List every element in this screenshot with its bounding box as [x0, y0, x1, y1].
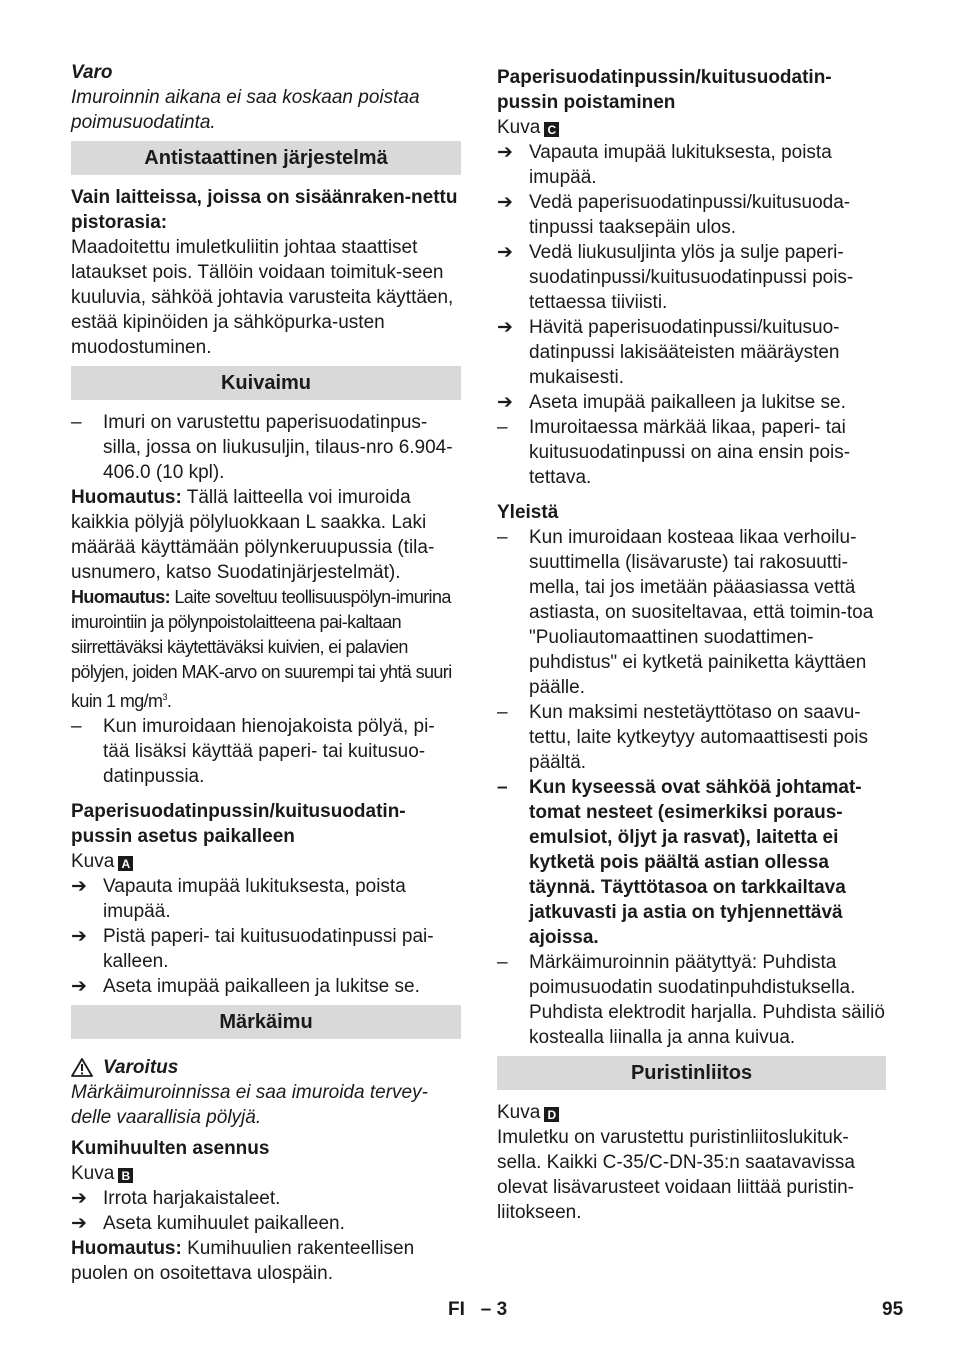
- arrow-icon: ➔: [497, 242, 513, 263]
- note-1: [71, 485, 461, 585]
- step-item: [497, 315, 886, 390]
- rubber-kuva: [71, 1161, 461, 1186]
- arrow-icon: ➔: [71, 876, 87, 897]
- list-item: [71, 714, 461, 789]
- arrow-icon: ➔: [71, 1188, 87, 1209]
- antistatic-heading: Antistaattinen järjestelmä: [71, 141, 461, 175]
- note-2-end: .: [166, 691, 172, 711]
- insert-step-2: Pistä paperi- tai kuitusuodatinpussi pai-kalleen.: [103, 926, 434, 972]
- rubber-step-1: Irrota harjakaistaleet.: [103, 1188, 281, 1209]
- remove-step-4: Hävitä paperisuodatinpussi/kuitusuo-datinpussi lakisääteisten määräysten mukaisesti.: [529, 317, 840, 388]
- step-item: [497, 140, 886, 190]
- left-column: [71, 60, 461, 1286]
- step-item: [71, 874, 461, 924]
- footer-section: [448, 1297, 507, 1322]
- remove-step-5: Aseta imupää paikalleen ja lukitse se.: [529, 392, 846, 413]
- note-2-sup: 3: [162, 692, 167, 702]
- warning-triangle-icon: [71, 1058, 93, 1077]
- dash-bullet: –: [497, 417, 508, 438]
- list-item: [71, 410, 461, 485]
- insert-bag-subheading: Paperisuodatinpussin/kuitusuodatin-pussin asetus paikalleen: [71, 801, 406, 847]
- footer-lang: FI: [448, 1299, 465, 1320]
- figure-b-icon: B: [118, 1168, 133, 1183]
- general-subheading: Yleistä: [497, 502, 559, 523]
- note-1-label: Huomautus:: [71, 487, 182, 508]
- kuva-label: Kuva: [497, 117, 541, 138]
- varoitus-row: [71, 1055, 461, 1080]
- note-3-text: Kumihuulien rakenteellisen puolen on osoitettava ulospäin.: [71, 1238, 415, 1284]
- puristin-kuva: [497, 1100, 886, 1125]
- list-item: [497, 525, 886, 700]
- note-3: [71, 1236, 461, 1286]
- step-item: [497, 190, 886, 240]
- dash-bullet: –: [71, 716, 82, 737]
- varo-title: Varo: [71, 62, 113, 83]
- step-item: [71, 1186, 461, 1211]
- general-last-item: Märkäimuroinnin päätyttyä: Puhdista poimusuodatin suodatinpuhdistuksella. Puhdista elektrodit harjalla. Puhdista säiliö kostealla liinalla ja anna kuivua.: [529, 952, 885, 1048]
- antistatic-text: Maadoitettu imuletkuliitin johtaa staattiset lataukset pois. Tällöin voidaan toimituk-seen kuuluvia, sähköä johtavia varusteita käyttäen, estää kipinöiden ja sähköpurka-usten muodostuminen.: [71, 237, 454, 358]
- dash-bullet: –: [497, 702, 508, 723]
- note-2-text: Laite soveltuu teollisuuspölyn-imurina imurointiin ja pölynpoistolaitteena pai-kaltaan siirrettäväksi käytettäväksi kuivien, ei palavien pölyjen, joiden MAK-arvo on suurempi tai yhtä suuri kuin 1 mg/m: [71, 587, 452, 711]
- puristin-text: Imuletku on varustettu puristinliitoslukituk-sella. Kaikki C-35/C-DN-35:n saatavavissa olevat lisävarusteet voidaan liittää puristin-liitokseen.: [497, 1127, 855, 1223]
- arrow-icon: ➔: [71, 976, 87, 997]
- arrow-icon: ➔: [497, 392, 513, 413]
- list-item: [497, 415, 886, 490]
- kuva-label: Kuva: [71, 1163, 115, 1184]
- varoitus-title: Varoitus: [103, 1057, 179, 1078]
- step-item: [497, 390, 886, 415]
- remove-step-1: Vapauta imupää lukituksesta, poista imupää.: [529, 142, 832, 188]
- antistatic-subheading: Vain laitteissa, joissa on sisäänraken-nettu pistorasia:: [71, 187, 458, 233]
- dash-bullet: –: [497, 527, 508, 548]
- puristin-heading: Puristinliitos: [497, 1056, 886, 1090]
- note-3-label: Huomautus:: [71, 1238, 182, 1259]
- insert-step-1: Vapauta imupää lukituksesta, poista imupää.: [103, 876, 406, 922]
- note-2: [71, 585, 461, 714]
- list-item: [497, 775, 886, 950]
- kuivaimu-item-1: Imuri on varustettu paperisuodatinpus-silla, jossa on liukusuljin, tilaus-nro 6.904-406.0 (10 kpl).: [103, 412, 453, 483]
- list-item: [497, 700, 886, 775]
- arrow-icon: ➔: [497, 142, 513, 163]
- kuva-label: Kuva: [497, 1102, 541, 1123]
- remove-bag-subheading: Paperisuodatinpussin/kuitusuodatin-pussin poistaminen: [497, 67, 832, 113]
- varo-text: Imuroinnin aikana ei saa koskaan poistaa poimusuodatinta.: [71, 87, 420, 133]
- remove-dash-item: Imuroitaessa märkää likaa, paperi- tai kuitusuodatinpussi on aina ensin pois-tettava.: [529, 417, 851, 488]
- kuivaimu-heading: Kuivaimu: [71, 366, 461, 400]
- markaimu-heading: Märkäimu: [71, 1005, 461, 1039]
- kuva-label: Kuva: [71, 851, 115, 872]
- dash-bullet: –: [497, 952, 508, 973]
- list-item: [497, 950, 886, 1050]
- varoitus-text: Märkäimuroinnissa ei saa imuroida tervey-delle vaarallisia pölyjä.: [71, 1082, 428, 1128]
- insert-step-3: Aseta imupää paikalleen ja lukitse se.: [103, 976, 420, 997]
- dash-bullet: –: [71, 412, 82, 433]
- general-item-2: Kun maksimi nestetäyttötaso on saavu-tettu, laite kytkeytyy automaattisesti pois päältä.: [529, 702, 868, 773]
- general-item-1: Kun imuroidaan kosteaa likaa verhoilu-suuttimella (lisävaruste) tai rakosuutti-mella, tai jos imetään pääasiassa vettä astiasta, on suositeltavaa, että toimin-toa "Puoliautomaattinen suodattimen-puhdistus" ei kytketä painiketta käyttäen päälle.: [529, 527, 874, 698]
- dash-bullet: –: [497, 777, 508, 798]
- arrow-icon: ➔: [71, 1213, 87, 1234]
- remove-step-2: Vedä paperisuodatinpussi/kuitusuoda-tinpussi taaksepäin ulos.: [529, 192, 851, 238]
- step-item: [71, 924, 461, 974]
- general-bold-item: Kun kyseessä ovat sähköä johtamat-tomat nesteet (esimerkiksi poraus-emulsiot, öljyt ja rasvat), laitetta ei kytketä pois päältä astian ollessa täynnä. Täyttötasoa on tarkkailtava jatkuvasti ja astia on tyhjennettävä ajoissa.: [529, 777, 862, 948]
- figure-c-icon: C: [544, 122, 559, 137]
- note-2-label: Huomautus:: [71, 587, 170, 607]
- step-item: [71, 974, 461, 999]
- remove-step-3: Vedä liukusuljinta ylös ja sulje paperi-suodatinpussi/kuitusuodatinpussi pois-tettaessa tiiviisti.: [529, 242, 854, 313]
- step-item: [497, 240, 886, 315]
- insert-kuva: [71, 849, 461, 874]
- arrow-icon: ➔: [71, 926, 87, 947]
- figure-a-icon: A: [118, 856, 133, 871]
- footer-section-number: – 3: [480, 1299, 508, 1320]
- rubber-step-2: Aseta kumihuulet paikalleen.: [103, 1213, 345, 1234]
- kuivaimu-item-2: Kun imuroidaan hienojakoista pölyä, pi-tää lisäksi käyttää paperi- tai kuitusuo-datinpussia.: [103, 716, 435, 787]
- arrow-icon: ➔: [497, 317, 513, 338]
- arrow-icon: ➔: [497, 192, 513, 213]
- figure-d-icon: D: [544, 1107, 559, 1122]
- step-item: [71, 1211, 461, 1236]
- remove-kuva: [497, 115, 886, 140]
- note-1-text: Tällä laitteella voi imuroida kaikkia pölyjä pölyluokkaan L saakka. Laki määrää käyttämään pölynkeruupussia (tila-usnumero, katso Suodatinjärjestelmät).: [71, 487, 435, 583]
- right-column: [497, 60, 886, 1225]
- page-number: 95: [882, 1299, 904, 1320]
- rubber-lips-subheading: Kumihuulten asennus: [71, 1138, 270, 1159]
